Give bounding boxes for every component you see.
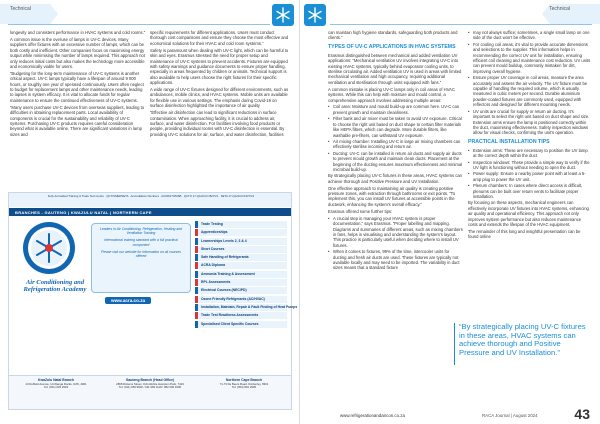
- course-item: Electrical Courses (NEC/PD): [195, 287, 287, 294]
- branch-northern-cape: [199, 379, 289, 390]
- list-item: • For cooling coil areas, it’s vital to provide accurate dimensions and selections to the supplier. This information helps in recommending the correct UV unit for installation, ensuring efficient coil cleaning and maintenance cost reduction. UV units can prevent mould buildup, commonly mistaken for dirt, improving overall hygiene.: [468, 42, 592, 74]
- header-rule: [8, 24, 270, 25]
- acra-advertisement[interactable]: [8, 192, 298, 410]
- list-item: • Extension arms: These are necessary to position the UV lamp at the correct depth within the duct.: [468, 148, 592, 159]
- branch-tel: Tel: (031) 003 2903: [43, 385, 69, 389]
- paragraph: One effective approach to maintaining air quality is creating positive pressure zones, with extraction through bathrooms or exit points. “To implement this, you can install UV fixtures at accessible points in the ductwork, enhancing the system’s overall efficacy.”: [328, 185, 456, 207]
- acra-logo-icon: [21, 220, 77, 276]
- snowflake-icon: [304, 4, 326, 26]
- paragraph: “Budgeting for the long-term maintenance of UV-C systems is another critical aspect. UV-C lamps typically have a lifespan of around 9 000 hours, or roughly one year of operated continuously. Users often neglect to budget for replacement lamps and other maintenance needs, leading to lapses in system efficacy. It is vital to allocate funds for regular maintenance to ensure the continued effectiveness of UV-C systems.: [10, 70, 144, 103]
- course-item: ACRA Diploma: [195, 262, 287, 269]
- paragraph: A common issue is the overuse of lamps in UV-C devices. Many suppliers offer fixtures with an excessive number of lamps, which can be both costly and inefficient. Other companies focus on maximising energy output while minimising the number of lamps required. This approach not only reduces initial costs but also makes the technology more accessible and economically viable for users.: [10, 36, 145, 69]
- bullet-list: [328, 216, 464, 271]
- branch-gauteng: [105, 379, 195, 390]
- ad-registration-text: Fully Accredited Training & Trade Test Centre · QCTO/MERSETA · Accreditation Numbers · AC000173/MSB · QCTO 17-QA/ACC/1527/21 · SETA 17-QA/ACC/1527/21: [47, 194, 255, 198]
- list-item: • UV units are crucial for supply or return air ducting. It’s important to select the right unit based on duct shape and size. Extension arms ensure the lamp is positioned correctly within the duct, maximising effectiveness. Safety inspection windows allow for visual checks, confirming the unit’s operation.: [468, 109, 592, 136]
- course-item: Apprenticeships: [195, 229, 287, 236]
- bullet-list: [468, 30, 592, 136]
- paragraph: Erasmus distinguished between mechanical and added ventilation UV applications: “Mechanical ventilation UV involves integrating UV-C into existing HVAC systems, typically behind evaporator cooling units, to sterilise circulating air. Added ventilation UV is used in areas with limited mechanical ventilation and high occupancy, requiring additional ventilation and sterilisation through units equipped with fans.”: [328, 52, 462, 85]
- list-item: • Plenum chambers: In cases where direct access is difficult, plenums can be built over return vents to facilitate proper installation.: [468, 183, 592, 199]
- course-item: Trade Testing: [195, 221, 287, 228]
- article-column-3: [328, 30, 464, 272]
- branch-name: Gauteng Branch (Head Office): [125, 378, 175, 382]
- ad-branch-footer: [9, 375, 291, 409]
- paragraph: A wide range of UV-C fixtures designed for different environments, such as ambulances, mobile clinics, and HVAC systems. Mobile units are available for flexible use in various settings. The emphasis during Covid-19 on surface disinfection highlighted the importance of air quality: [150, 87, 289, 109]
- section-heading: TYPES OF UV-C APPLICATIONS IN HVAC SYSTEMS: [328, 43, 456, 50]
- paragraph: specific requirements for different applications. Users must conduct thorough cost comparisons and ensure they choose the most effective and economical solutions for their HVAC and cold room systems.”: [150, 30, 289, 46]
- course-item: RPL Assessments: [195, 279, 287, 286]
- branch-address: 2868 Dickens Street, Oxfordshire Hampton Park, 7419: [116, 381, 184, 386]
- article-column-4: [468, 30, 592, 241]
- paragraph: Safety is paramount when dealing with UV-C light, which can be harmful to skin and eyes. Erasmus stressed the need for proper setup and maintenance of UV-C systems to prevent accidents. Fixtures are equipped with safety warnings and guidance documents to ensure proper handling, especially in areas frequented by children or animals. Technical support is also available to help users choose the right fixtures for their specific applications.: [150, 47, 289, 86]
- ad-bubble-line: Please visit our website for information on all courses offered: [101, 249, 181, 259]
- ad-bubble-line: Leaders in Air Conditioning, Refrigeration, Heating and Ventilation Training: [99, 227, 183, 236]
- paragraph: Erasmus offered some further tips:: [328, 208, 393, 214]
- course-item: Short Courses: [195, 246, 287, 253]
- ad-website-link[interactable]: www.acra.co.za: [105, 297, 151, 304]
- branch-tel: Tel: (011) 059 9902 / 011 969 1118 / 082 006 9105: [118, 385, 182, 389]
- header-rule: [330, 24, 592, 25]
- pull-quote: [454, 323, 586, 365]
- ad-info-bubble: [91, 223, 191, 293]
- list-item: • A crucial step in managing your HVAC system is proper documentation,” says Erasmus. “Proper labelling and mapping. Diagrams and summaries of different areas, such as mixing chambers in fans, helps in visualising and understanding the system’s layout. This practice is particularly useful when deciding where to install UV fixtures.: [328, 216, 464, 248]
- ad-course-list: [195, 221, 298, 329]
- course-item: Specialised Client Specific Courses: [195, 321, 287, 328]
- bullet-list: [468, 148, 592, 200]
- list-item: • Inspection windows: These provide a simple way to verify if the UV light is functioning without needing to open the duct.: [468, 160, 592, 171]
- list-item: • Ensure proper UV coverage in coil areas, measure the area accurately and assess the air velocity. The UV fixture must be capable of handling the required volume, which is usually measured in cubic meters per second. Durable aluminium powder-coated fixtures are commonly used, equipped with reflectors and designed for different mounting needs.: [468, 75, 592, 107]
- article-column-1: [10, 30, 146, 139]
- paragraph: The remainder of this long and insightful presentation can be found online: [468, 228, 581, 240]
- list-item: • may not always suffice; sometimes, a single small lamp on one side of the duct won’t be effective.: [468, 30, 592, 41]
- list-item: • Coil area: Moisture and mould build-up are common here. UV-C can prevent growth and maintain cleanliness.: [328, 104, 464, 115]
- list-item: • Power supply: Ensure a nearby power point with at least a 5-amp plug to power the UV unit.: [468, 171, 592, 182]
- list-item: • Filter bank and air mixer must be taken to avoid UV exposure. Critical to choose the right unit based on duct shape to certain filter materials like HEPA filters, which can degrade. More durable filters, like washable pre-filters, can withstand UV exposure.: [328, 116, 464, 138]
- course-item: Learnerships Levels 2, 3 & 4: [195, 238, 287, 245]
- branch-tel: Tel: (053) 832 2905: [231, 385, 257, 389]
- branch-address: 10 Duffield Avenue, Umhlanga Rocks, KZN, 4001: [25, 381, 87, 386]
- list-item: • Ducting: UV-C can be installed in return air ducts and supply air ducts to prevent mould growth and maintain clean ducts. Placement at the beginning of the ducting ensures maximum effectiveness and minimal microbial build-up.: [328, 151, 464, 173]
- page-number: 43: [574, 406, 590, 422]
- section-label: Technical: [549, 6, 570, 12]
- pull-quote-text: “By strategically placing UV-C fixtures in these areas, HVAC systems can achieve thorough and Positive Pressure and UV Installation.”: [459, 322, 586, 357]
- paragraph: longevity and consistent performance in HVAC systems and cold rooms.”: [10, 30, 146, 35]
- list-item: • Air mixing chamber: Installing UV-C in large air mixing chambers can effectively sterilise incoming and return air.: [328, 139, 464, 150]
- course-item: Ozone Friendly Refrigerants (AC/HVAC): [195, 296, 287, 303]
- branch-name: Northern Cape Branch: [225, 378, 263, 382]
- paragraph: “Many users purchase UV-C devices from overseas suppliers, leading to difficulties in obtaining replacement parts. Local availability of components is crucial for the sustainability and reliability of UV-C systems. Purchasing UV-C products requires careful consideration beyond what is available online. There are significant variations in lamp sizes and: [10, 104, 145, 137]
- footer-issue: RACA Journal | August 2024: [482, 413, 538, 418]
- course-item: Safe Handling of Refrigerants: [195, 254, 287, 261]
- ad-title: Air Conditioning and Refrigeration Academy: [23, 279, 87, 294]
- ad-branches-text: BRANCHES - GAUTENG | KWAZULU NATAL | NORTHERN CAPE: [15, 209, 152, 215]
- branch-name: KwaZulu Natal Branch: [38, 378, 74, 382]
- list-item: • When it comes to fixtures, 99% of the time, intercooler units for ducting and fresh air ducts are used. These fixtures are typically not available locally and may need to be imported. The variability in duct sizes means that a standard fixture: [328, 249, 464, 271]
- footer-website[interactable]: www.refrigerationandaircon.co.za: [340, 413, 405, 418]
- paragraph: “Effective air disinfection can lead to significant reductions in surface contamination. When approaching facility, it is crucial to address air, surface, and water disinfection. For facilities involving food products or people, providing individual rooms with UV-C disinfection is essential. By providing UV-C solutions for air, surface, and water disinfection, facilities: [150, 110, 285, 137]
- article-column-2: [150, 30, 290, 139]
- section-label: Technical: [10, 6, 31, 12]
- ad-bubble-line: International training standard with a full practical component: [104, 238, 178, 247]
- paragraph: By focusing on these aspects, mechanical engineers can effectively incorporate UV fixtures into HVAC systems, enhancing air quality and operational efficiency. This approach not only improves system performance but also reduces maintenance costs and extends the lifespan of the HVAC equipment.: [468, 200, 589, 227]
- paragraph: can maintain high hygiene standards, safeguarding both products and clients.”: [328, 30, 458, 41]
- paragraph: By strategically placing UV-C fixtures in these areas, HVAC systems can achieve thorough and Positive Pressure and UV Installation.: [328, 173, 462, 184]
- course-item: Trade Test Readiness Assessments: [195, 312, 287, 319]
- section-heading: PRACTICAL INSTALLATION TIPS: [468, 138, 550, 145]
- course-item: Ammonia Training & Assessment: [195, 271, 287, 278]
- branch-address: 71-73 De Beers Road, Kimberley, 8301: [219, 381, 269, 386]
- snowflake-icon: [272, 4, 294, 26]
- paragraph: A common mistake is placing UV-C lamps only in coil areas of HVAC systems. While this can help with moisture and mould control, a comprehensive approach involves addressing multiple areas:: [328, 86, 455, 103]
- bullet-list: [328, 104, 464, 172]
- branch-kzn: [11, 379, 101, 390]
- course-item: Installation, Maintain, Repair & Fault Finding of Heat Pumps: [195, 304, 287, 311]
